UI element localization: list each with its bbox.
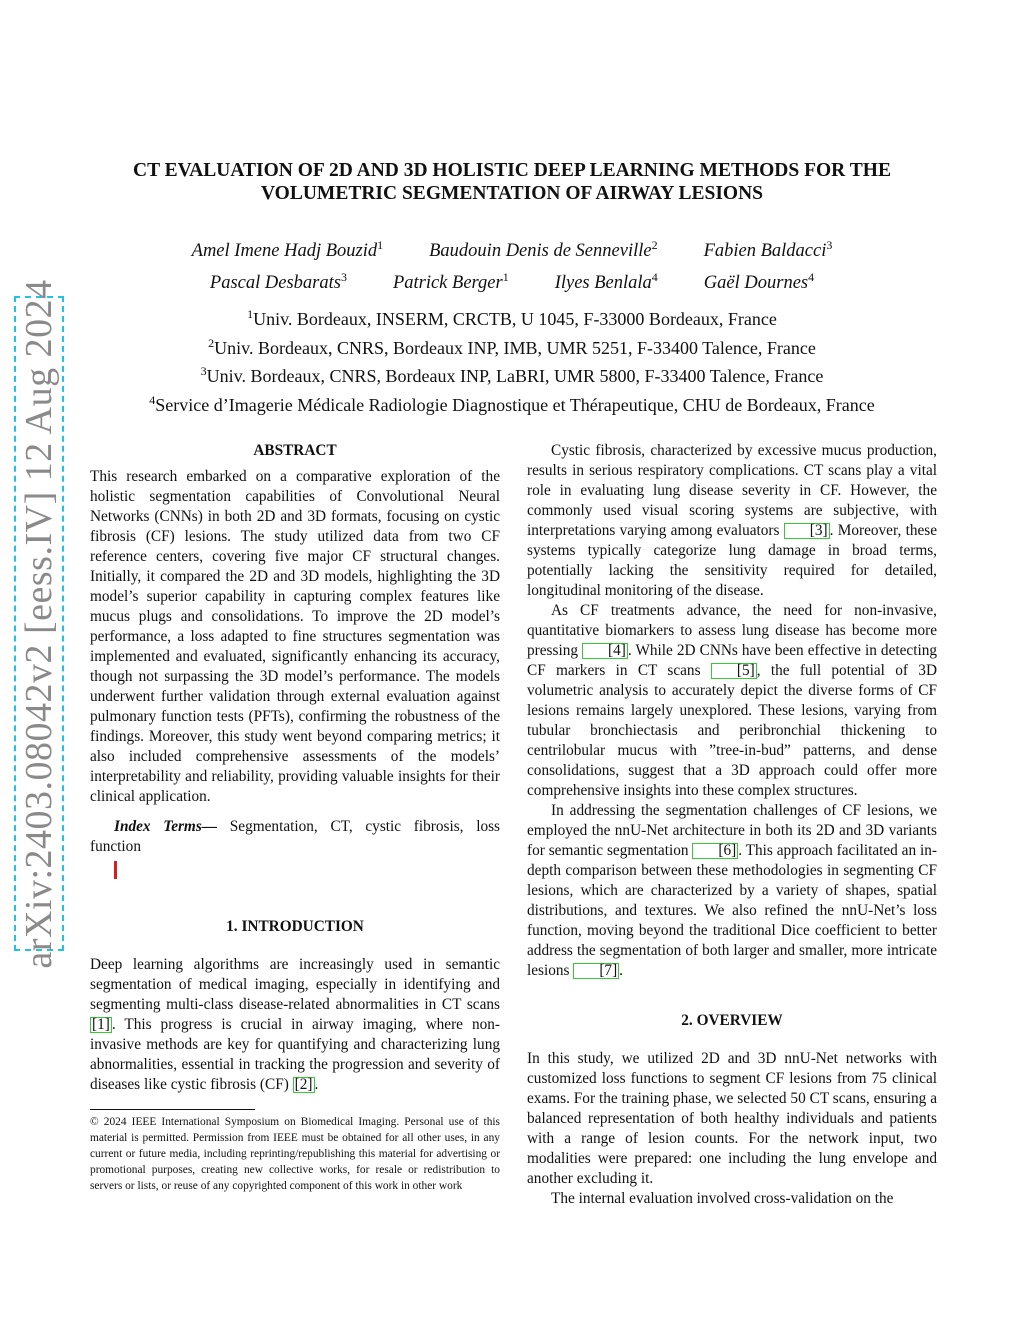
index-terms bbox=[90, 817, 500, 857]
citation-link-6[interactable]: [6] bbox=[692, 843, 738, 859]
author: Fabien Baldacci$^3$ bbox=[703, 238, 833, 262]
overview-paragraph-2: The internal evaluation involved cross-validation on the bbox=[551, 1190, 894, 1207]
overview-heading: 2. OVERVIEW bbox=[681, 1012, 783, 1029]
arxiv-stamp bbox=[14, 278, 64, 969]
left-column bbox=[90, 441, 500, 1095]
affiliation: $^1$Univ. Bordeaux, INSERM, CRCTB, U 1045, F-33000 Bordeaux, France bbox=[247, 307, 777, 329]
cf-paragraph: Cystic fibrosis, characterized by excessive mucus production, results in serious respiratory complications. CT scans play a vital role in evaluating lung disease severity in CF. However, the commonly used visual scoring systems are subjective, with interpretations varying among evaluators [3] . Moreover, these systems typically categorize lung damage in broad terms, potentially lacking the sensitivity required for detailed, longitudinal monitoring of the disease. bbox=[527, 442, 938, 599]
affiliation: $^2$Univ. Bordeaux, CNRS, Bordeaux INP, IMB, UMR 5251, F-33400 Talence, France bbox=[208, 335, 816, 358]
copyright-footnote: © 2024 IEEE International Symposium on Biomedical Imaging. Personal use of this material is permitted. Permission from IEEE must be obtained for all other uses, in any current or future media, including reprinting/republishing this material for advertising or promotional purposes, creating new collective works, for resale or redistribution to servers or lists, or reuse of any copyrighted component of this work in other work bbox=[90, 1116, 500, 1192]
author: Ilyes Benlala$^4$ bbox=[554, 270, 658, 294]
index-terms-label: Index Terms— bbox=[114, 818, 218, 835]
text-cursor bbox=[114, 861, 117, 879]
author: Amel Imene Hadj Bouzid$^1$ bbox=[191, 238, 384, 262]
arxiv-stamp-text: arXiv:2403.08042v2 [eess.IV] 12 Aug 2024 bbox=[18, 278, 60, 969]
author-row-1 bbox=[100, 232, 924, 264]
overview-paragraph: In this study, we utilized 2D and 3D nnU-Net networks with customized loss functions to segment CF lesions from 75 clinical exams. For the training phase, we selected 50 CT scans, ensuring a balanced representation of both healthy individuals and patients with a range of lesion counts. For the network input, two modalities were prepared: one including the lung envelope and another excluding it. bbox=[527, 1050, 937, 1187]
paper-title bbox=[100, 159, 924, 205]
citation-link-3[interactable]: [3] bbox=[784, 523, 830, 539]
author-row-2 bbox=[100, 264, 924, 296]
author-list bbox=[100, 232, 924, 296]
citation-link-2[interactable]: [2] bbox=[294, 1076, 313, 1093]
citation-link-7[interactable]: [7] bbox=[573, 963, 619, 979]
introduction-paragraph: Deep learning algorithms are increasingly used in semantic segmentation of medical imaging, especially in identifying and segmenting multi-class disease-related abnormalities in CT scans [1] . This progress is crucial in airway imaging, where non-invasive methods are key for quantifying and characterizing lung abnormalities, essential in tracking the progression and severity of diseases like cystic fibrosis (CF) [2] . bbox=[90, 956, 500, 1093]
author: Patrick Berger$^1$ bbox=[392, 270, 509, 294]
right-column bbox=[527, 441, 937, 1209]
citation-link-4[interactable]: [4] bbox=[582, 643, 628, 659]
affiliation-list bbox=[90, 303, 934, 417]
abstract-text: This research embarked on a comparative exploration of the holistic segmentation capabilities of Convolutional Neural Networks (CNNs) in both 2D and 3D formats, focusing on cystic fibrosis (CF) lesions. The study utilized data from two CF reference centers, covering five major CF structural changes. Initially, it compared the 2D and 3D models, highlighting the 3D model’s superior capability in capturing complex features like mucus plugs and consolidations. To improve the 2D model’s performance, a loss adapted to fine structures segmentation was implemented and evaluated, significantly enhancing its accuracy, though not surpassing the 3D model’s performance. The models underwent further validation through external evaluation against pulmonary function tests (PFTs), confirming the robustness of the findings. Moreover, this study went beyond comparing metrics; it also included comprehensive assessments of the models’ interpretability and reliability, providing valuable insights for their clinical application. bbox=[90, 468, 500, 805]
author: Baudouin Denis de Senneville$^2$ bbox=[429, 238, 658, 262]
introduction-heading: 1. INTRODUCTION bbox=[226, 918, 364, 935]
footnote-rule bbox=[90, 1109, 255, 1110]
approach-paragraph: In addressing the segmentation challenges of CF lesions, we employed the nnU-Net architecture in both its 2D and 3D variants for semantic segmentation [6] . This approach facilitated an in-depth comparison between these methodologies in segmenting CF lesions, which are characterized by a variety of shapes, spatial distributions, and textures. We also refined the nnU-Net’s loss function, moving beyond the traditional Dice coefficient to better address the segmentation of both larger and smaller, more intricate lesions [7] . bbox=[527, 802, 937, 979]
author: Pascal Desbarats$^3$ bbox=[209, 270, 347, 294]
title-line-1: CT EVALUATION OF 2D AND 3D HOLISTIC DEEP LEARNING METHODS FOR THE bbox=[133, 160, 891, 181]
citation-link-1[interactable]: [1] bbox=[92, 1016, 110, 1033]
affiliation: $^3$Univ. Bordeaux, CNRS, Bordeaux INP, LaBRI, UMR 5800, F-33400 Talence, France bbox=[200, 364, 824, 386]
citation-link-5[interactable]: [5] bbox=[711, 663, 757, 679]
abstract-heading: ABSTRACT bbox=[253, 442, 337, 459]
index-terms-text: Segmentation, CT, cystic fibrosis, loss function bbox=[90, 818, 501, 855]
title-line-2: VOLUMETRIC SEGMENTATION OF AIRWAY LESIONS bbox=[260, 183, 764, 204]
affiliation: $^4$Service d’Imagerie Médicale Radiologie Diagnostique et Thérapeutique, CHU de Bordeaux, France bbox=[149, 392, 875, 415]
treatment-paragraph: As CF treatments advance, the need for non-invasive, quantitative biomarkers to assess lung disease has become more pressing [4] . While 2D CNNs have been effective in detecting CF markers in CT scans [5] , the full potential of 3D volumetric analysis to accurately depict the diverse forms of CF lesions remains largely unexplored. These lesions, varying from tubular bronchiectasis and peribronchial thickening to centrilobular mucus with ”tree-in-bud” patterns, and dense consolidations, suggest that a 3D approach could offer more comprehensive insights into these complex structures. bbox=[527, 602, 937, 799]
author: Gaël Dournes$^4$ bbox=[703, 270, 815, 294]
